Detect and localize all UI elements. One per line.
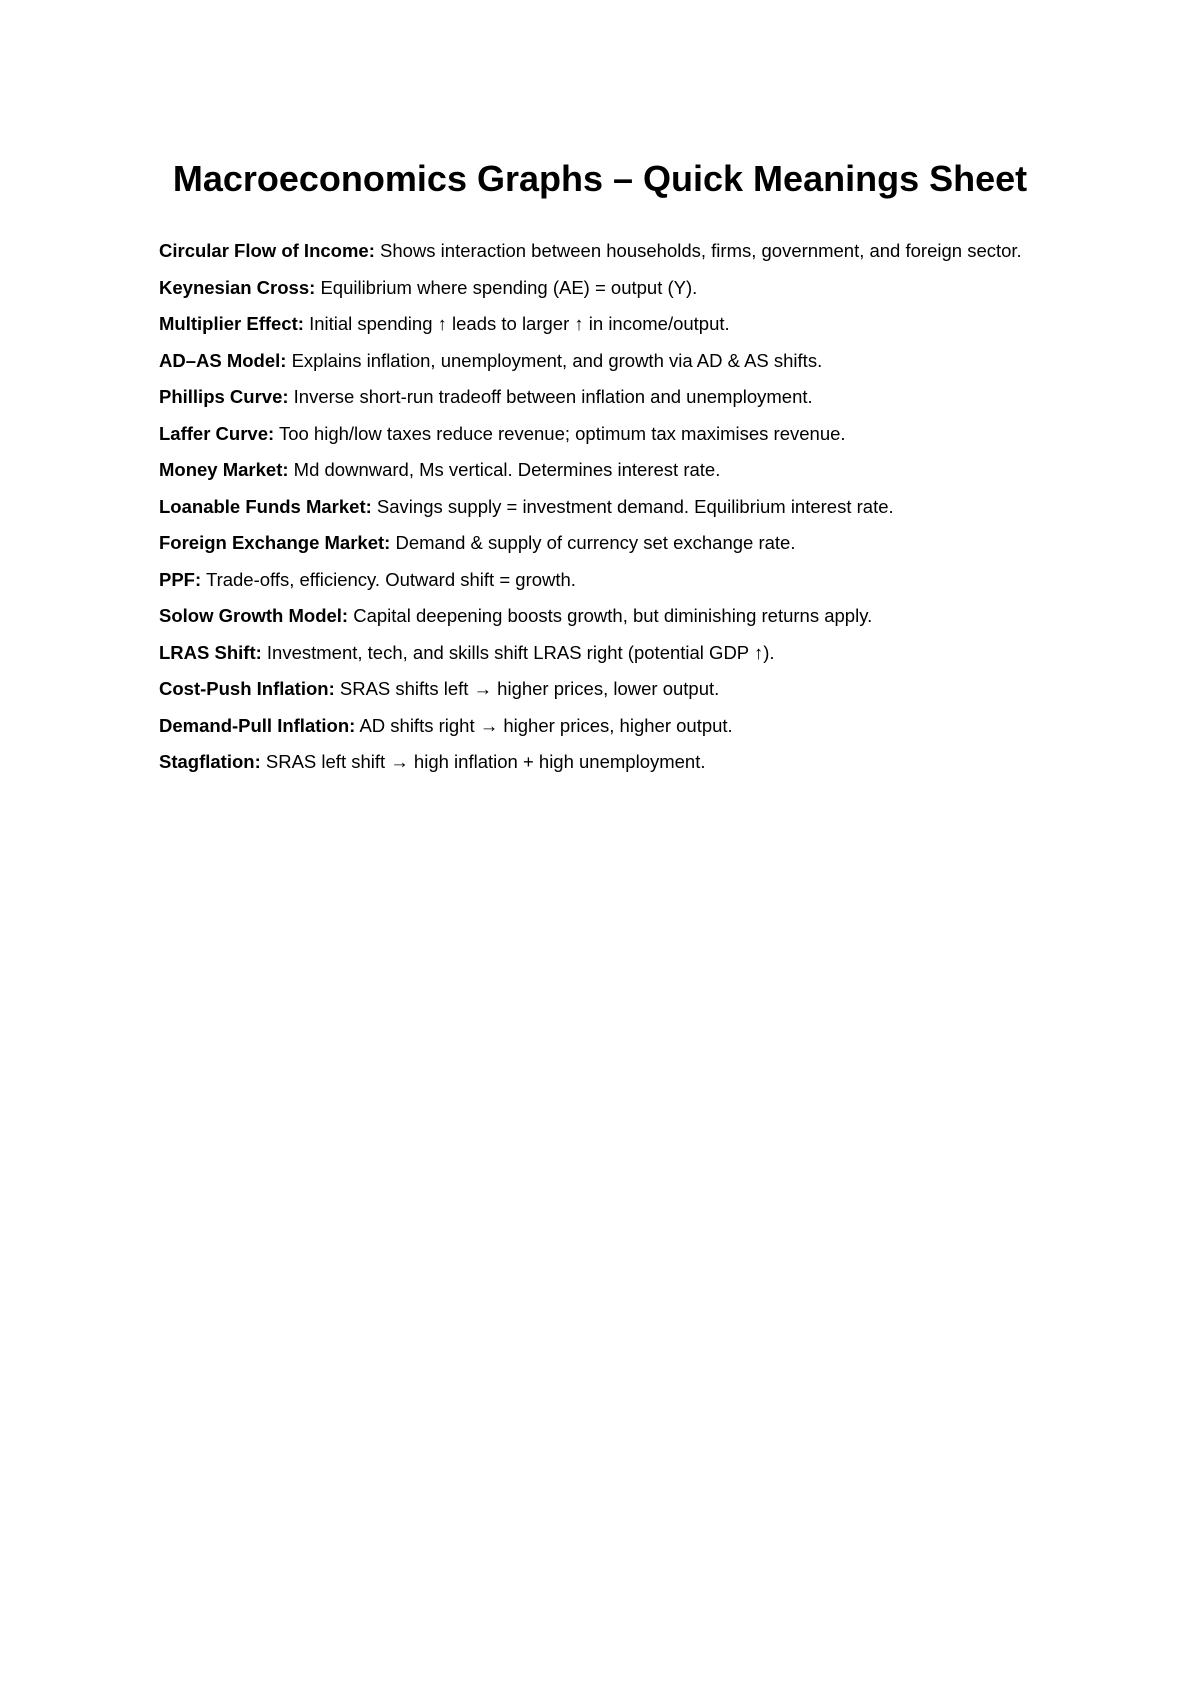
term-label: Circular Flow of Income: (159, 240, 375, 261)
term-meaning: Demand & supply of currency set exchange rate. (395, 532, 796, 553)
term-label: Keynesian Cross: (159, 276, 316, 298)
term-label: AD–AS Model: (159, 349, 287, 371)
term-meaning: Equilibrium where spending (AE) = output (Y). (320, 276, 698, 298)
term-meaning: SRAS left shift → high inflation + high unemployment. (265, 751, 706, 772)
term-label: Foreign Exchange Market: (159, 532, 391, 553)
term-label: Laffer Curve: (159, 422, 275, 444)
list-item (159, 311, 1049, 336)
list-item (159, 238, 1049, 263)
term-meaning: Md downward, Ms vertical. Determines interest rate. (293, 459, 721, 480)
list-item (159, 713, 1049, 738)
term-meaning: Initial spending ↑ leads to larger ↑ in income/output. (309, 313, 730, 334)
term-label: Cost-Push Inflation: (159, 678, 335, 699)
list-item (159, 384, 1049, 409)
term-meaning: Trade-offs, efficiency. Outward shift = growth. (205, 568, 576, 590)
definition-list (159, 238, 1049, 786)
list-item (159, 457, 1049, 482)
list-item (159, 530, 1049, 555)
term-meaning: Inverse short-run tradeoff between inflation and unemployment. (293, 386, 813, 407)
term-meaning: Savings supply = investment demand. Equilibrium interest rate. (376, 495, 894, 517)
term-meaning: SRAS shifts left → higher prices, lower output. (339, 678, 720, 699)
list-item (159, 275, 1049, 300)
term-meaning: Explains inflation, unemployment, and growth via AD & AS shifts. (291, 349, 823, 371)
term-label: LRAS Shift: (159, 641, 262, 663)
term-label: PPF: (159, 568, 202, 590)
term-meaning: Too high/low taxes reduce revenue; optimum tax maximises revenue. (278, 422, 846, 444)
page-title: Macroeconomics Graphs – Quick Meanings Sheet (172, 158, 1028, 199)
list-item (159, 749, 1049, 774)
term-label: Multiplier Effect: (159, 313, 304, 334)
term-meaning: Shows interaction between households, firms, government, and foreign sector. (380, 240, 1022, 261)
list-item (159, 421, 1049, 446)
term-label: Loanable Funds Market: (159, 495, 372, 517)
term-label: Solow Growth Model: (159, 605, 349, 626)
list-item (159, 603, 1049, 628)
term-meaning: Capital deepening boosts growth, but diminishing returns apply. (353, 605, 873, 626)
list-item (159, 640, 1049, 665)
term-label: Money Market: (159, 459, 289, 480)
term-label: Demand-Pull Inflation: (159, 714, 356, 736)
term-meaning: AD shifts right → higher prices, higher output. (359, 714, 733, 736)
list-item (159, 676, 1049, 701)
list-item (159, 494, 1049, 519)
list-item (159, 348, 1049, 373)
term-label: Stagflation: (159, 751, 261, 772)
term-label: Phillips Curve: (159, 386, 289, 407)
term-meaning: Investment, tech, and skills shift LRAS right (potential GDP ↑). (266, 641, 775, 663)
list-item (159, 567, 1049, 592)
